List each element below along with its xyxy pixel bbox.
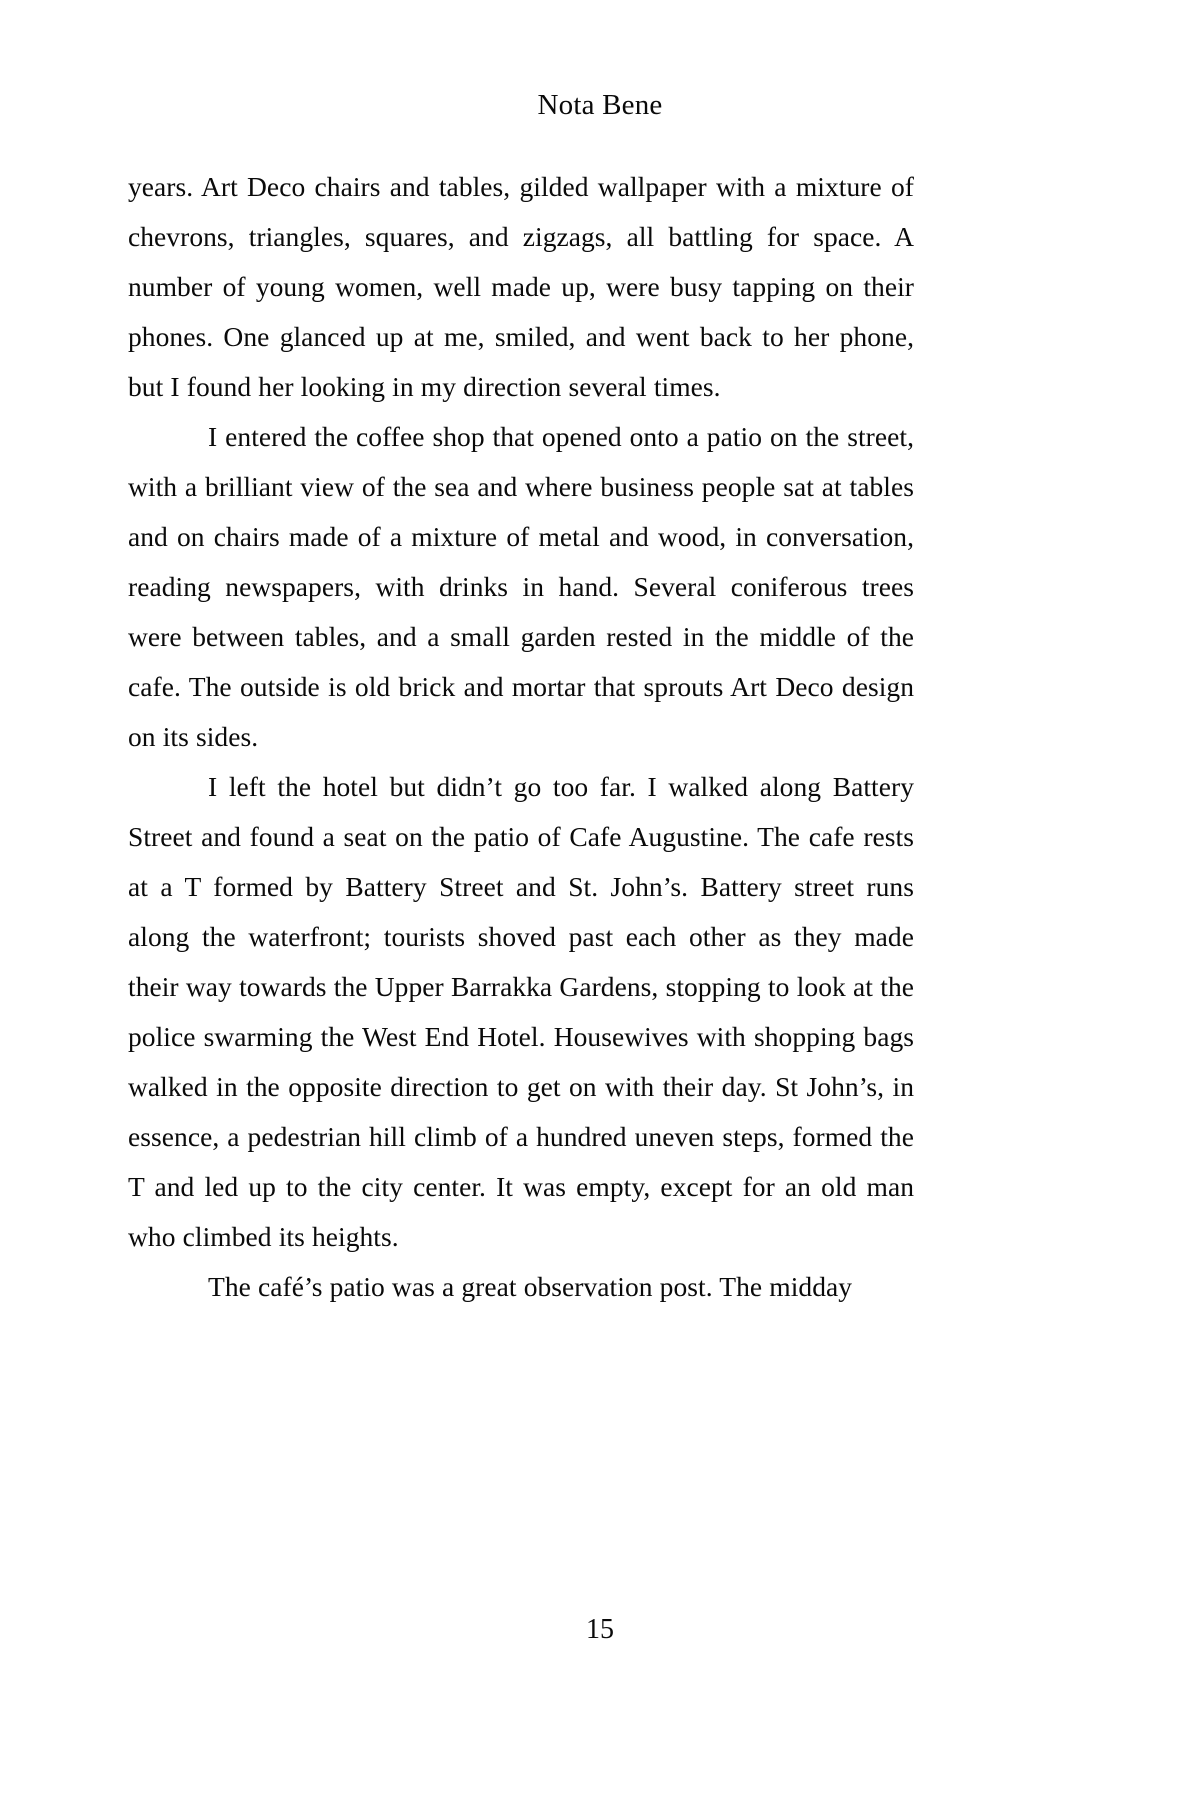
paragraph-observation-post: The café’s patio was a great observation post. The midday — [208, 1271, 853, 1302]
page-footer — [0, 1460, 1200, 1800]
paragraph-battery-street: I left the hotel but didn’t go too far. I walked along Battery Street and found a seat on the patio of Cafe Augustine. The cafe rests at a T formed by Battery Street and St. John’s. Battery street runs along the waterfront; tourists shoved past each other as they made their way towards the Upper Barrakka Gardens, stopping to look at the police swarming the West End Hotel. Housewives with shopping bags walked in the opposite direction to get on with their day. St John’s, in essence, a pedestrian hill climb of a hundred uneven steps, formed the T and led up to the city center. It was empty, except for an old man who climbed its heights. — [128, 771, 914, 1252]
paragraph-coffee-shop: I entered the coffee shop that opened onto a patio on the street, with a brilliant view of the sea and where business people sat at tables and on chairs made of a mixture of metal and wood, in conversation, reading newspapers, with drinks in hand. Several coniferous trees were between tables, and a small garden rested in the middle of the cafe. The outside is old brick and mortar that sprouts Art Deco design on its sides. — [128, 421, 914, 752]
running-head: Nota Bene — [537, 89, 663, 121]
paragraph-continued: years. Art Deco chairs and tables, gilded wallpaper with a mixture of chevrons, triangles, squares, and zigzags, all battling for space. A number of young women, well made up, were busy tapping on their phones. One glanced up at me, smiled, and went back to her phone, but I found her looking in my direction several times. — [128, 171, 914, 402]
body-text-column — [128, 162, 914, 1312]
page-number: 15 — [586, 1614, 614, 1645]
